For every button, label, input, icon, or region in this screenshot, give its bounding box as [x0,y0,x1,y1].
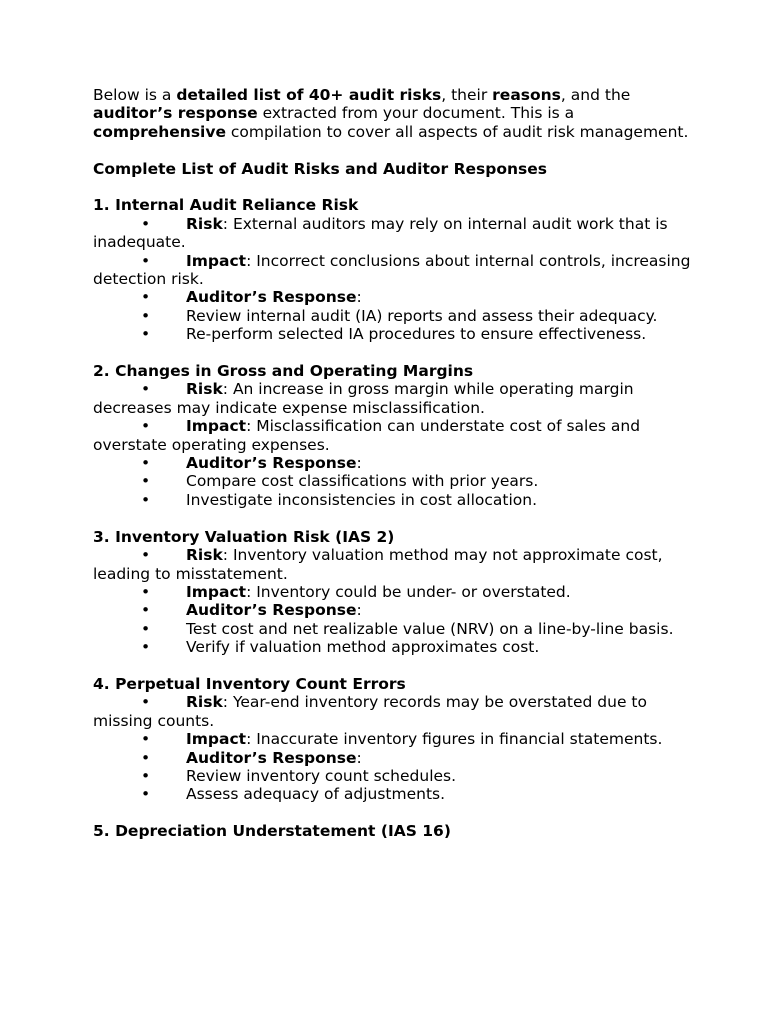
impact-label: Impact [186,582,247,601]
bullet: • [141,454,151,473]
spacer [93,178,698,196]
risk-label: Risk [186,380,223,399]
section-title: 1. Internal Audit Reliance Risk [93,196,359,215]
bullet: • [141,785,151,804]
response-text: Review internal audit (IA) reports and assess their adequacy. [186,306,658,325]
response-item [93,785,698,803]
intro-text: extracted from your document. This is a [257,104,575,123]
intro-bold: auditor’s response [93,104,258,123]
impact-item [93,583,698,601]
response-item [93,638,698,656]
intro-bold: comprehensive [93,122,226,141]
bullet: • [141,472,151,491]
response-label: Auditor’s Response [186,288,357,307]
response-item [93,472,698,490]
bullet: • [141,693,151,712]
response-text: Compare cost classifications with prior years. [186,472,539,491]
colon: : [356,601,362,620]
risk-item [93,380,698,417]
colon: : [356,454,362,473]
response-label: Auditor’s Response [186,748,357,767]
intro-bold: detailed list of 40+ audit risks [176,86,442,104]
spacer [93,141,698,159]
response-item [93,491,698,509]
response-item [93,325,698,343]
spacer [93,344,698,362]
risk-item [93,215,698,252]
list-title: Complete List of Audit Risks and Auditor Responses [93,159,548,178]
response-text: Verify if valuation method approximates cost. [186,638,540,657]
colon: : [356,288,362,307]
risk-text: : Inventory valuation method may not approximate cost, leading to misstatement. [93,546,663,583]
risk-item [93,546,698,583]
response-text: Re-perform selected IA procedures to ensure effectiveness. [186,325,647,344]
response-item [93,620,698,638]
impact-item [93,417,698,454]
bullet: • [141,748,151,767]
impact-label: Impact [186,251,247,270]
risk-label: Risk [186,693,223,712]
risk-text: : Year-end inventory records may be overstated due to missing counts. [93,693,647,730]
intro-paragraph [93,86,698,141]
response-text: Test cost and net realizable value (NRV) on a line-by-line basis. [186,619,674,638]
impact-text: : Inaccurate inventory figures in financial statements. [246,730,663,749]
colon: : [356,748,362,767]
bullet: • [141,619,151,638]
bullet: • [141,730,151,749]
intro-bold: reasons [492,86,561,104]
impact-text: : Misclassification can understate cost of sales and overstate operating expenses. [93,417,641,454]
impact-item [93,252,698,289]
risk-item [93,693,698,730]
risk-text: : External auditors may rely on internal audit work that is inadequate. [93,214,668,252]
response-label: Auditor’s Response [186,601,357,620]
bullet: • [141,288,151,307]
response-label: Auditor’s Response [186,454,357,473]
response-text: Investigate inconsistencies in cost allocation. [186,490,538,509]
response-text: Review inventory count schedules. [186,766,457,785]
bullet: • [141,214,151,233]
response-item [93,307,698,325]
intro-text: , and the [560,86,631,104]
bullet: • [141,638,151,657]
impact-text: : Incorrect conclusions about internal controls, increasing detection risk. [93,251,691,289]
response-header [93,749,698,767]
risk-label: Risk [186,214,223,233]
response-item [93,767,698,785]
section-title: 3. Inventory Valuation Risk (IAS 2) [93,527,395,546]
intro-text: , their [441,86,493,104]
response-text: Assess adequacy of adjustments. [186,785,446,804]
response-header [93,288,698,306]
bullet: • [141,306,151,325]
response-header [93,454,698,472]
bullet: • [141,380,151,399]
bullet: • [141,582,151,601]
section-title: 4. Perpetual Inventory Count Errors [93,674,406,693]
risk-text: : An increase in gross margin while operating margin decreases may indicate expense misclassification. [93,380,634,417]
section-title: 2. Changes in Gross and Operating Margins [93,362,474,381]
impact-label: Impact [186,730,247,749]
response-header [93,601,698,619]
spacer [93,509,698,527]
spacer [93,804,698,822]
section-title: 5. Depreciation Understatement (IAS 16) [93,822,451,841]
bullet: • [141,546,151,565]
bullet: • [141,417,151,436]
bullet: • [141,601,151,620]
bullet: • [141,490,151,509]
impact-item [93,730,698,748]
bullet: • [141,251,151,270]
impact-text: : Inventory could be under- or overstated. [246,582,571,601]
intro-text: Below is a [93,86,177,104]
bullet: • [141,325,151,344]
impact-label: Impact [186,417,247,436]
spacer [93,657,698,675]
risk-label: Risk [186,546,223,565]
bullet: • [141,766,151,785]
intro-text: compilation to cover all aspects of audit risk management. [225,122,689,141]
